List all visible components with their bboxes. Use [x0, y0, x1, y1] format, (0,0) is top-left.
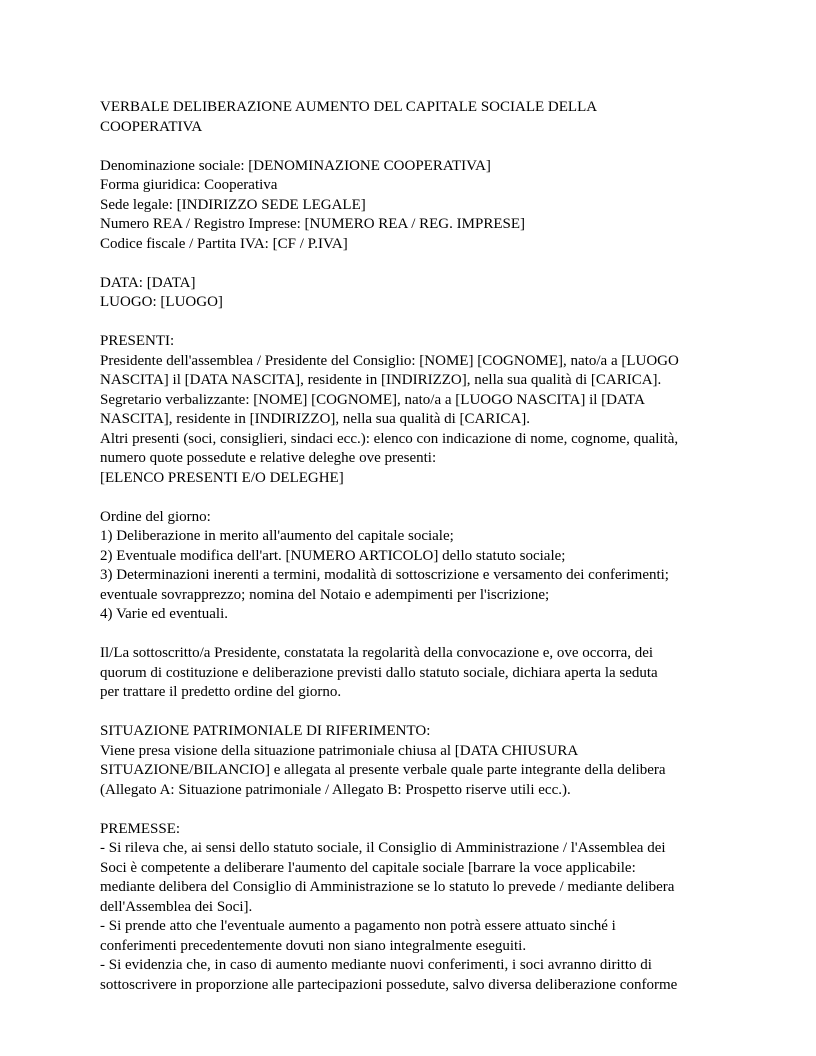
paragraph-spacer	[100, 254, 720, 274]
date-line: DATA: [DATA]	[100, 274, 196, 291]
text-line: Viene presa visione della situazione patrimoniale chiusa al [DATA CHIUSURA	[100, 742, 579, 759]
agenda-item: 1) Deliberazione in merito all'aumento del capitale sociale;	[100, 528, 454, 544]
document-body	[100, 98, 720, 995]
agenda-section	[100, 508, 720, 625]
rea-number-line: Numero REA / Registro Imprese: [NUMERO REA / REG. IMPRESE]	[100, 216, 525, 232]
agenda-item: 2) Eventuale modifica dell'art. [NUMERO ARTICOLO] dello statuto sociale;	[100, 547, 566, 564]
section-heading: Ordine del giorno:	[100, 508, 211, 525]
section-heading: PRESENTI:	[100, 333, 175, 349]
text-line: NASCITA] il [DATA NASCITA], residente in [INDIRIZZO], nella sua qualità di [CARICA].	[100, 372, 662, 388]
text-line: sottoscrivere in proporzione alle partecipazioni possedute, salvo diversa deliberazione conforme	[100, 976, 678, 993]
text-line: Soci è competente a deliberare l'aumento del capitale sociale [barrare la voce applicabile:	[100, 859, 636, 876]
text-line: mediante delibera del Consiglio di Amministrazione se lo statuto lo prevede / mediante delibera	[100, 879, 675, 895]
paragraph-spacer	[100, 313, 720, 333]
text-line: [ELENCO PRESENTI E/O DELEGHE]	[100, 469, 344, 486]
section-heading: SITUAZIONE PATRIMONIALE DI RIFERIMENTO:	[100, 723, 431, 739]
text-line: (Allegato A: Situazione patrimoniale / Allegato B: Prospetto riserve utili ecc.).	[100, 781, 571, 798]
text-line: conferimenti precedentemente dovuti non siano integralmente eseguiti.	[100, 937, 527, 954]
agenda-item: eventuale sovrapprezzo; nomina del Notaio e adempimenti per l'iscrizione;	[100, 586, 550, 603]
paragraph-spacer	[100, 703, 720, 723]
tax-code-line: Codice fiscale / Partita IVA: [CF / P.IVA]	[100, 235, 348, 252]
agenda-item: 3) Determinazioni inerenti a termini, modalità di sottoscrizione e versamento dei conferimenti;	[100, 567, 669, 583]
premises-section	[100, 820, 720, 996]
document-title	[100, 98, 720, 137]
text-line: numero quote possedute e relative deleghe ove presenti:	[100, 450, 437, 466]
paragraph-spacer	[100, 625, 720, 645]
registered-office-line: Sede legale: [INDIRIZZO SEDE LEGALE]	[100, 196, 366, 213]
text-line: quorum di costituzione e deliberazione previsti dallo statuto sociale, dichiara aperta la seduta	[100, 664, 658, 681]
company-name-line: Denominazione sociale: [DENOMINAZIONE COOPERATIVA]	[100, 157, 491, 174]
text-line: - Si rileva che, ai sensi dello statuto sociale, il Consiglio di Amministrazione / l'Assemblea dei	[100, 840, 666, 856]
text-line: - Si evidenzia che, in caso di aumento mediante nuovi conferimenti, i soci avranno diritto di	[100, 957, 652, 973]
text-line: Presidente dell'assemblea / Presidente del Consiglio: [NOME] [COGNOME], nato/a a [LUOGO	[100, 352, 679, 369]
text-line: NASCITA], residente in [INDIRIZZO], nella sua qualità di [CARICA].	[100, 411, 530, 427]
paragraph-spacer	[100, 488, 720, 508]
place-line: LUOGO: [LUOGO]	[100, 294, 223, 310]
paragraph-spacer	[100, 137, 720, 157]
date-place-section	[100, 274, 720, 313]
agenda-item: 4) Varie ed eventuali.	[100, 606, 229, 622]
text-line: SITUAZIONE/BILANCIO] e allegata al presente verbale quale parte integrante della delibera	[100, 762, 666, 778]
legal-form-line: Forma giuridica: Cooperativa	[100, 177, 278, 193]
text-line: per trattare il predetto ordine del giorno.	[100, 684, 342, 700]
text-line: Altri presenti (soci, consiglieri, sindaci ecc.): elenco con indicazione di nome, cognome, qualità,	[100, 430, 679, 447]
title-line: VERBALE DELIBERAZIONE AUMENTO DEL CAPITALE SOCIALE DELLA	[100, 99, 598, 115]
company-info-section	[100, 157, 720, 255]
text-line: Il/La sottoscritto/a Presidente, constatata la regolarità della convocazione e, ove occorra, dei	[100, 645, 654, 661]
text-line: dell'Assemblea dei Soci].	[100, 898, 253, 915]
text-line: Segretario verbalizzante: [NOME] [COGNOME], nato/a a [LUOGO NASCITA] il [DATA	[100, 391, 645, 408]
paragraph-spacer	[100, 800, 720, 820]
opening-section	[100, 644, 720, 703]
section-heading: PREMESSE:	[100, 820, 181, 837]
attendees-section	[100, 332, 720, 488]
text-line: - Si prende atto che l'eventuale aumento a pagamento non potrà essere attuato sinché i	[100, 918, 616, 934]
title-line: COOPERATIVA	[100, 118, 203, 135]
financial-situation-section	[100, 722, 720, 800]
